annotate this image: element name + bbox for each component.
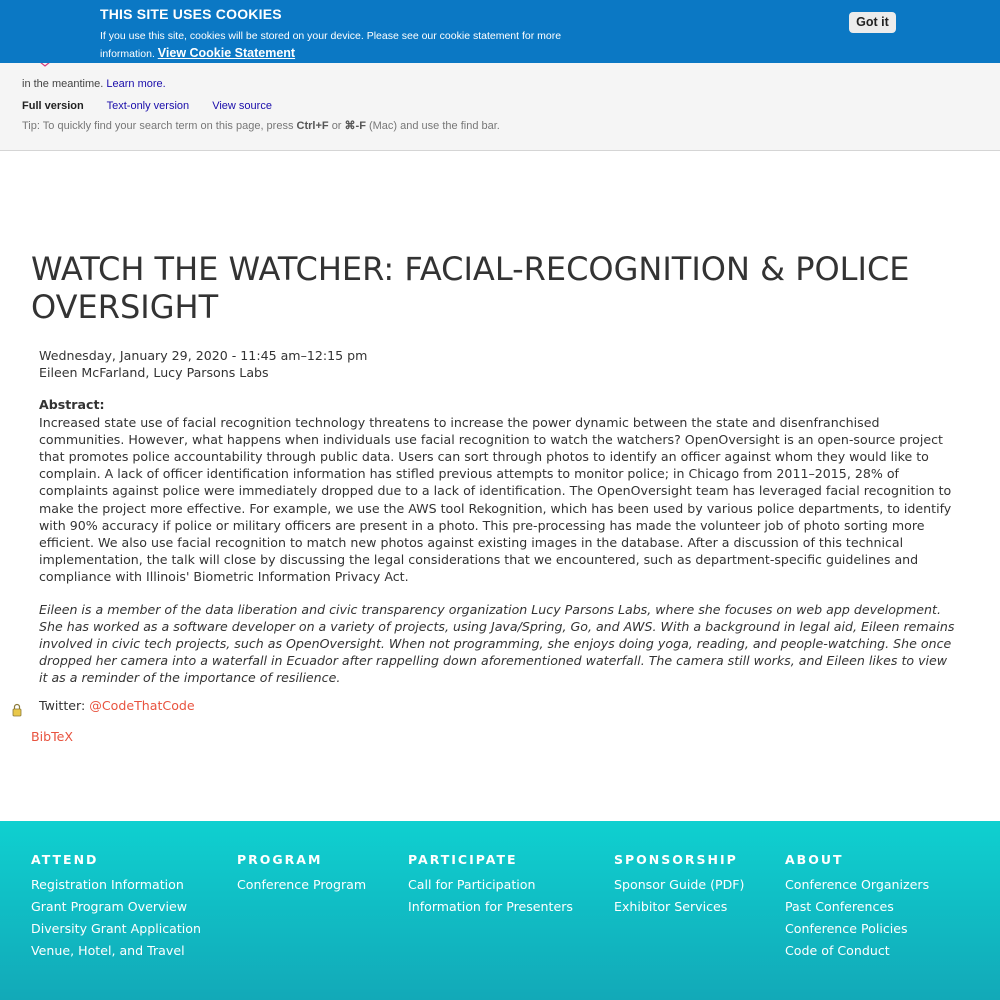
footer-heading-program: PROGRAM [237,852,323,867]
footer-link-organizers[interactable]: Conference Organizers [785,877,930,892]
footer-col-participate [408,851,573,918]
view-source-link[interactable]: View source [212,100,272,112]
footer-col-about [785,851,929,962]
footer-heading-attend: ATTEND [31,852,99,867]
cookie-text [100,28,570,63]
abstract-text: Increased state use of facial recognition technology threatens to increase the power dynamic between the state and disenfranchised communities. However, what happens when individuals use facial recognition to watch the watchers? OpenOversight is an open-source project that promotes police accountability through public data. Users can sort through photos to identify an officer against whom they would like to complain. A lack of officer identification information has stifled previous attempts to monitor police; in Chicago from 2011–2015, 28% of complaints against police were immediately dropped due to a lack of identification. The OpenOversight team has leveraged facial recognition to make the project more effective. For example, we use the AWS tool Rekognition, which has been used by various police departments, to identify with 90% accuracy if police or military officers are present in a photo. This pre-processing has made the volunteer job of photo sorting more efficient. We also use facial recognition to match new photos against existing images in the database. After a discussion of this technical implementation, the talk will close by discussing the legal considerations that we encountered, such as department-specific guidelines and compliance with Illinois' Biometric Information Privacy Act. [39,414,952,585]
bibtex-link[interactable]: BibTeX [31,729,74,744]
version-links [22,100,292,112]
view-cookie-statement-link[interactable]: View Cookie Statement [157,46,296,60]
abstract-label: Abstract: [39,397,105,413]
footer-col-attend [31,851,201,962]
footer-col-sponsorship [614,851,744,918]
got-it-button[interactable]: Got it [849,12,896,33]
footer-link-conference-program[interactable]: Conference Program [237,877,367,892]
footer-link-registration[interactable]: Registration Information [31,877,184,892]
lock-icon [11,703,23,717]
talk-meta [39,347,959,381]
footer-link-code-of-conduct[interactable]: Code of Conduct [785,943,890,958]
speaker-bio: Eileen is a member of the data liberation and civic transparency organization Lucy Parsons Labs, where she focuses on web app development. She has worked as a software developer on a variety of projects, using Java/Spring, Go, and AWS. With a background in legal aid, Eileen remains involved in civic tech projects, such as OpenOversight. When not programming, she enjoys doing yoga, reading, and people-watching. She once dropped her camera into a waterfall in Ecuador after rappelling down aforementioned waterfall. The camera still works, and Eileen likes to view it as a reminder of the importance of resilience. [39,601,955,686]
footer-link-venue[interactable]: Venue, Hotel, and Travel [31,943,185,958]
tip-prefix: Tip: To quickly find your search term on this page, press [22,120,294,132]
footer-heading-about: ABOUT [785,852,844,867]
meantime-text: in the meantime. [22,78,104,90]
cookie-banner [0,0,1000,63]
footer-link-grant-overview[interactable]: Grant Program Overview [31,899,188,914]
tip-suffix: (Mac) and use the find bar. [368,120,500,132]
find-tip [22,119,500,132]
learn-more-link[interactable]: Learn more. [106,78,166,90]
footer-link-past-conferences[interactable]: Past Conferences [785,899,894,914]
footer-heading-sponsorship: SPONSORSHIP [614,852,738,867]
talk-datetime: Wednesday, January 29, 2020 - 11:45 am–12:15 pm [39,348,368,363]
footer-link-diversity-grant[interactable]: Diversity Grant Application [31,921,201,936]
full-version-link[interactable]: Full version [22,100,84,112]
footer-link-presenters-info[interactable]: Information for Presenters [408,899,573,914]
site-footer [0,821,1000,1000]
page-title: WATCH THE WATCHER: FACIAL-RECOGNITION & POLICE OVERSIGHT [31,250,910,326]
tip-or: or [331,120,342,132]
tip-key-cmd-f: ⌘-F [344,120,366,132]
twitter-handle-link[interactable]: @CodeThatCode [89,697,195,713]
talk-content [39,347,959,714]
twitter-line [39,697,959,714]
tip-key-ctrl-f: Ctrl+F [296,120,329,132]
footer-link-call-for-participation[interactable]: Call for Participation [408,877,536,892]
cache-notice [22,78,166,90]
talk-speaker: Eileen McFarland, Lucy Parsons Labs [39,365,269,381]
footer-link-sponsor-guide[interactable]: Sponsor Guide (PDF) [614,877,745,892]
cookie-title: THIS SITE USES COOKIES [100,6,282,22]
footer-heading-participate: PARTICIPATE [408,852,518,867]
footer-link-policies[interactable]: Conference Policies [785,921,908,936]
twitter-label: Twitter: [39,697,86,713]
text-only-version-link[interactable]: Text-only version [106,100,190,112]
footer-col-program [237,851,366,896]
cookie-message: If you use this site, cookies will be stored on your device. Please see our cookie statement for more information. [100,30,562,60]
footer-link-exhibitor-services[interactable]: Exhibitor Services [614,899,728,914]
